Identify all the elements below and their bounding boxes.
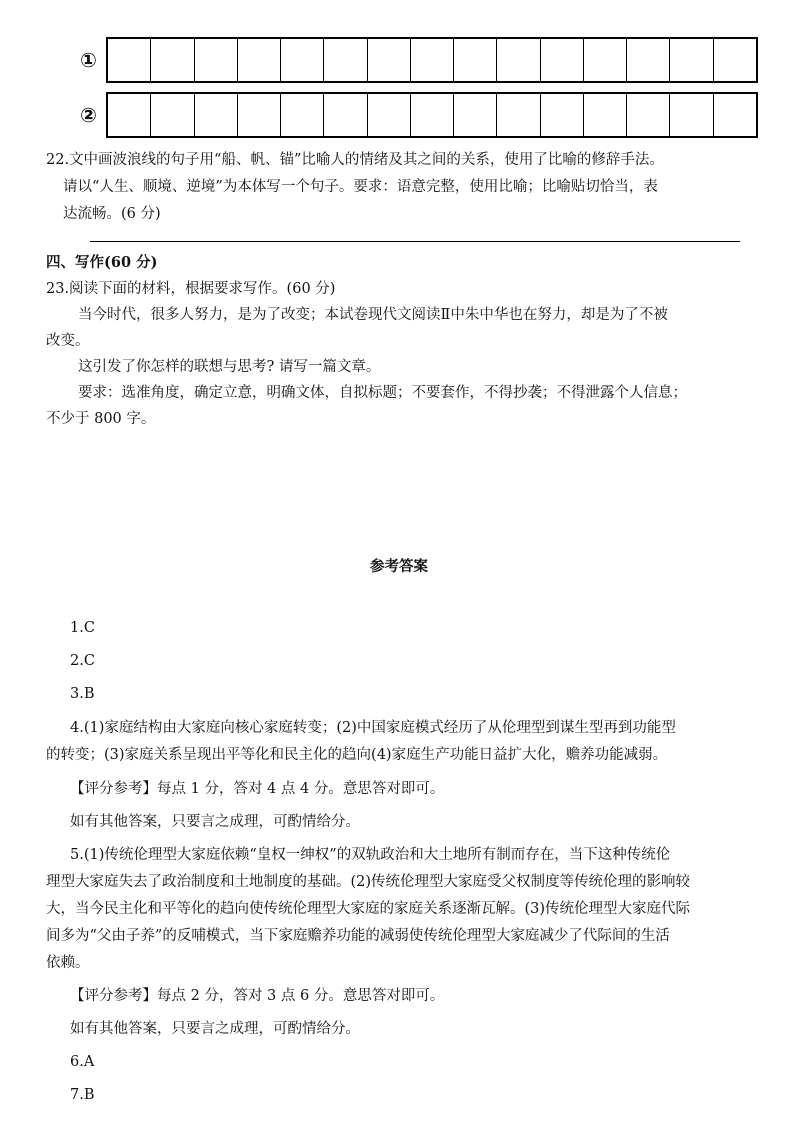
q23-material-line1: 当今时代，很多人努力，是为了改变；本试卷现代文阅读Ⅱ中朱中华也在努力，却是为了不被 (78, 307, 668, 323)
answer-cell[interactable] (324, 39, 367, 81)
answer-cell[interactable] (108, 39, 151, 81)
answer-cell[interactable] (281, 39, 324, 81)
answer-3: 3.B (70, 686, 95, 702)
q23-requirements-line1: 要求：选准角度，确定立意，明确文体，自拟标题；不要套作，不得抄袭；不得泄露个人信息； (78, 385, 687, 401)
answer-grid-row-2[interactable] (106, 92, 758, 138)
answer-7: 7.B (70, 1087, 95, 1103)
answer-cell[interactable] (541, 94, 584, 136)
answer-cell[interactable] (584, 39, 627, 81)
q23-requirements-line2: 不少于 800 字。 (46, 411, 156, 427)
answer-4-score: 【评分参考】每点 1 分，答对 4 点 4 分。意思答对即可。 (70, 781, 445, 797)
answer-cell[interactable] (238, 39, 281, 81)
q23-material-line2: 改变。 (46, 333, 90, 349)
answer-cell[interactable] (324, 94, 367, 136)
answer-5-other: 如有其他答案，只要言之成理，可酌情给分。 (70, 1021, 360, 1037)
answer-cell[interactable] (368, 94, 411, 136)
answer-4-line2: 的转变；(3)家庭关系呈现出平等化和民主化的趋向(4)家庭生产功能日益扩大化，赡养功能减弱。 (46, 747, 668, 763)
answer-cell[interactable] (714, 39, 756, 81)
answer-cell[interactable] (497, 39, 540, 81)
answer-cell[interactable] (281, 94, 324, 136)
answer-cell[interactable] (541, 39, 584, 81)
answer-cell[interactable] (368, 39, 411, 81)
answer-cell[interactable] (454, 94, 497, 136)
answer-cell[interactable] (151, 39, 194, 81)
q23-question: 这引发了你怎样的联想与思考? 请写一篇文章。 (78, 359, 381, 375)
answer-cell[interactable] (454, 39, 497, 81)
answer-cell[interactable] (238, 94, 281, 136)
answer-2: 2.C (70, 653, 95, 669)
answer-5-score: 【评分参考】每点 2 分，答对 3 点 6 分。意思答对即可。 (70, 988, 445, 1004)
answer-cell[interactable] (627, 94, 670, 136)
answer-cell[interactable] (670, 39, 713, 81)
answer-4-other: 如有其他答案，只要言之成理，可酌情给分。 (70, 814, 360, 830)
answer-cell[interactable] (670, 94, 713, 136)
row2-marker: ② (80, 103, 97, 127)
q22-line3: 达流畅。(6 分) (63, 206, 161, 222)
answer-cell[interactable] (584, 94, 627, 136)
answer-grid-row-1[interactable] (106, 37, 758, 83)
answer-cell[interactable] (714, 94, 756, 136)
section4-heading: 四、写作(60 分) (46, 254, 158, 271)
answer-1: 1.C (70, 620, 95, 636)
answer-cell[interactable] (627, 39, 670, 81)
answer-cell[interactable] (195, 39, 238, 81)
answer-6: 6.A (70, 1054, 95, 1070)
answer-5-line2: 理型大家庭失去了政治制度和土地制度的基础。(2)传统伦理型大家庭受父权制度等传统伦理的影响较 (46, 874, 691, 890)
answer-4-line1: 4.(1)家庭结构由大家庭向核心家庭转变；(2)中国家庭模式经历了从伦理型到谋生型再到功能型 (70, 720, 676, 736)
answer-cell[interactable] (108, 94, 151, 136)
answer-line[interactable] (90, 241, 740, 242)
answer-5-line4: 间多为“父由子养”的反哺模式，当下家庭赡养功能的减弱使传统伦理型大家庭减少了代际间的生活 (46, 928, 670, 944)
answer-cell[interactable] (411, 94, 454, 136)
answers-title: 参考答案 (370, 558, 428, 575)
answer-5-line3: 大，当今民主化和平等化的趋向使传统伦理型大家庭的家庭关系逐渐瓦解。(3)传统伦理型大家庭代际 (46, 901, 691, 917)
q22-line2: 请以“人生、顺境、逆境”为本体写一个句子。要求：语意完整，使用比喻；比喻贴切恰当，表 (63, 179, 658, 195)
answer-cell[interactable] (497, 94, 540, 136)
answer-cell[interactable] (195, 94, 238, 136)
answer-cell[interactable] (151, 94, 194, 136)
q23-prompt: 23.阅读下面的材料，根据要求写作。(60 分) (46, 281, 336, 297)
answer-cell[interactable] (411, 39, 454, 81)
answer-5-line5: 依赖。 (46, 955, 90, 971)
q22-line1: 22.文中画波浪线的句子用“船、帆、锚”比喻人的情绪及其之间的关系，使用了比喻的修辞手法。 (46, 152, 664, 168)
answer-5-line1: 5.(1)传统伦理型大家庭依赖“皇权一绅权”的双轨政治和大土地所有制而存在，当下这种传统伦 (70, 847, 671, 863)
row1-marker: ① (80, 48, 97, 72)
